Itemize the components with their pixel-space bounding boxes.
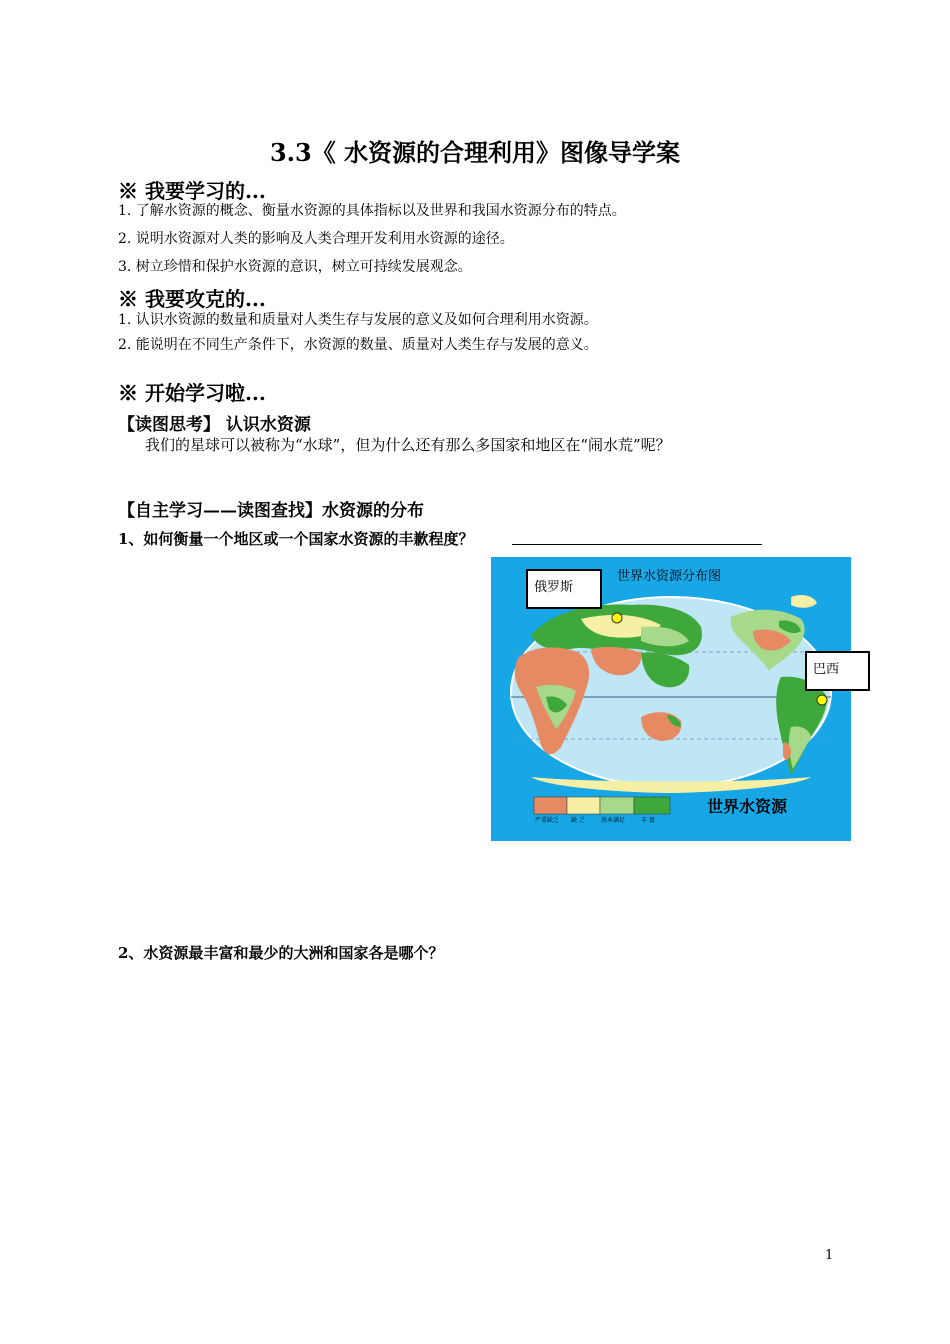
- russia-callout: 俄罗斯: [526, 569, 602, 609]
- russia-marker: [612, 613, 622, 623]
- world-water-map: [491, 557, 851, 841]
- learn-item-2: 2. 说明水资源对人类的影响及人类合理开发利用水资源的途径。: [118, 231, 514, 247]
- reading-text: 我们的星球可以被称为“水球”，但为什么还有那么多国家和地区在“闹水荒”呢？: [145, 436, 671, 454]
- answer-blank-line[interactable]: [512, 544, 762, 545]
- learn-item-1: 1. 了解水资源的概念、衡量水资源的具体指标以及世界和我国水资源分布的特点。: [118, 203, 626, 219]
- learn-item-3: 3. 树立珍惜和保护水资源的意识，树立可持续发展观念。: [118, 259, 472, 275]
- legend-swatch-3: [600, 797, 634, 814]
- question-1: 1、如何衡量一个地区或一个国家水资源的丰歉程度？: [118, 530, 474, 548]
- question-2: 2、水资源最丰富和最少的大洲和国家各是哪个？: [118, 944, 444, 962]
- section-heading-start: ※ 开始学习啦...: [118, 381, 266, 405]
- legend-swatch-1: [534, 797, 567, 814]
- self-study-heading: 【自主学习——读图查找】水资源的分布: [118, 501, 424, 521]
- legend-label-1: 严重缺乏: [535, 817, 560, 824]
- page-number: 1: [825, 1248, 834, 1263]
- section-heading-overcome: ※ 我要攻克的...: [118, 287, 266, 311]
- reading-heading: 【读图思考】 认识水资源: [118, 415, 311, 435]
- overcome-item-1: 1. 认识水资源的数量和质量对人类生存与发展的意义及如何合理利用水资源。: [118, 312, 598, 328]
- legend-label-4: 丰 富: [641, 817, 655, 824]
- page-title: 3.3《 水资源的合理利用》图像导学案: [269, 138, 681, 167]
- brazil-marker: [817, 695, 827, 705]
- legend-swatch-4: [634, 797, 670, 814]
- overcome-item-2: 2. 能说明在不同生产条件下，水资源的数量、质量对人类生存与发展的意义。: [118, 337, 598, 353]
- legend-label-3: 基本满足: [601, 817, 626, 824]
- legend-title: 世界水资源: [707, 797, 788, 816]
- brazil-callout: 巴西: [805, 651, 870, 691]
- legend-label-2: 缺 乏: [571, 817, 585, 824]
- legend-swatch-2: [567, 797, 600, 814]
- section-heading-learn: ※ 我要学习的...: [118, 179, 266, 203]
- map-title: 世界水资源分布图: [617, 569, 722, 584]
